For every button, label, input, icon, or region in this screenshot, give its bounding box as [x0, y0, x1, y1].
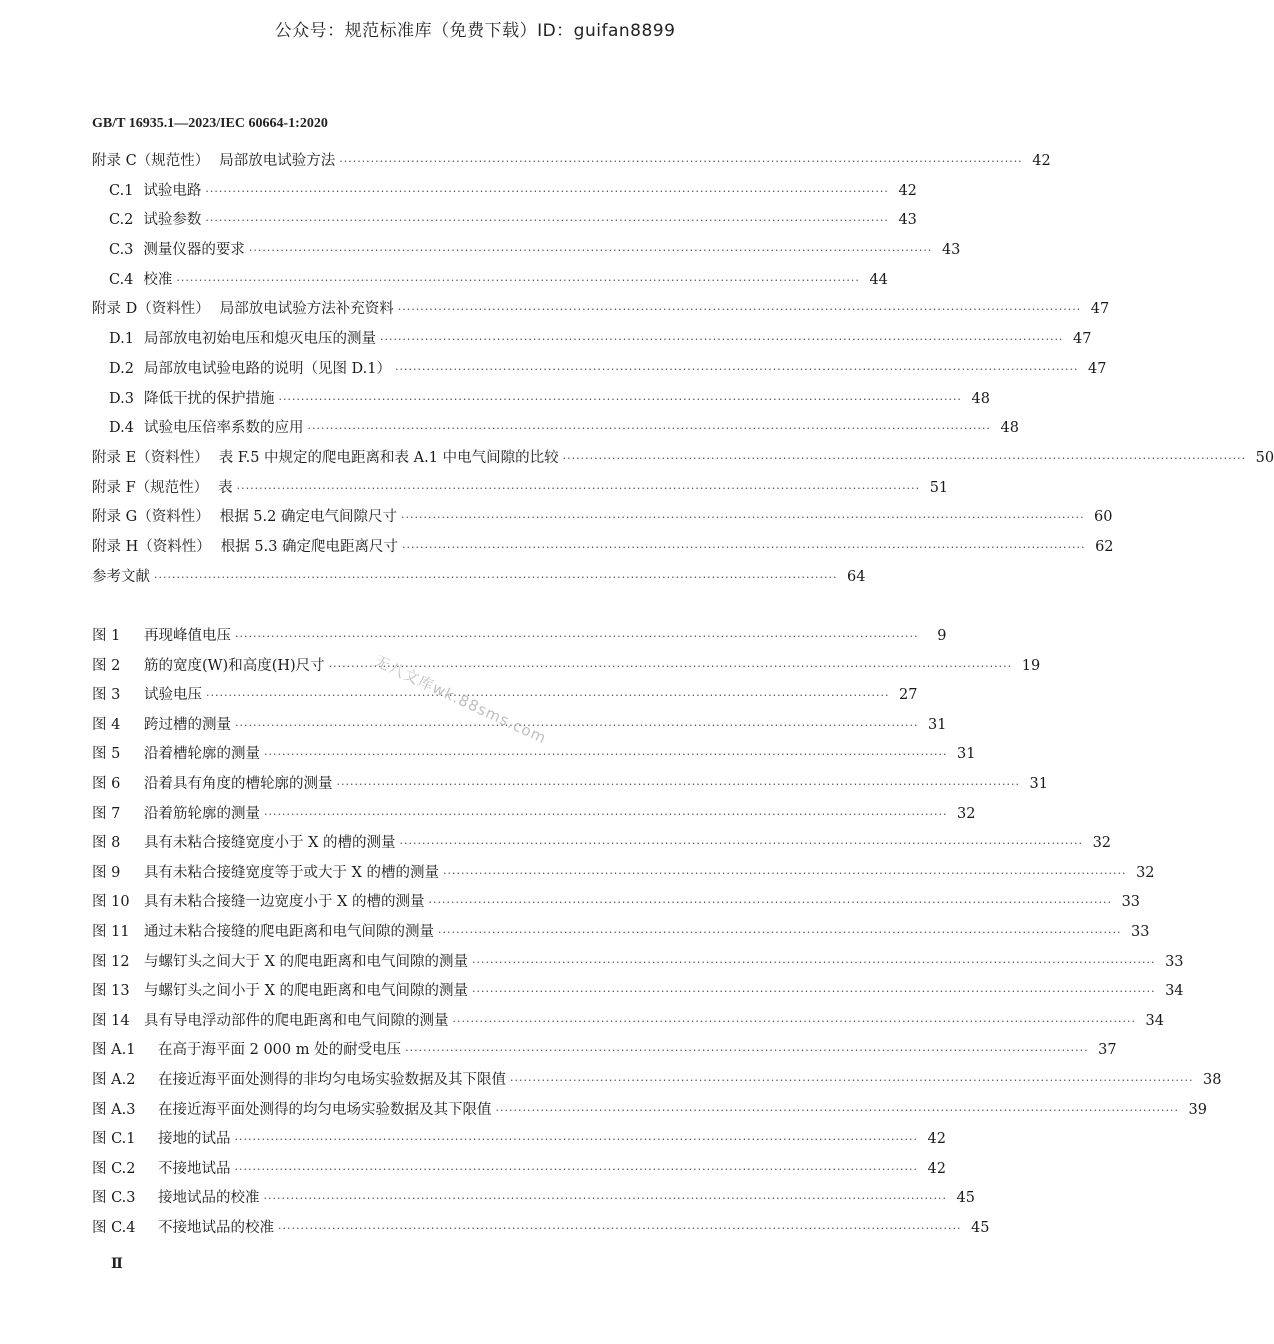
toc-entry[interactable] — [92, 479, 949, 511]
entry-title: 试验电压 — [144, 687, 202, 704]
entry-page-number: 37 — [1098, 1042, 1117, 1059]
dot-leader — [307, 423, 990, 434]
dot-leader — [235, 720, 918, 731]
dot-leader — [398, 304, 1081, 315]
entry-page-number: 31 — [928, 716, 947, 733]
entry-title: 与螺钉头之间大于 X 的爬电距离和电气间隙的测量 — [144, 953, 469, 970]
entry-page-number: 47 — [1090, 301, 1110, 318]
toc-entry[interactable] — [92, 301, 1110, 332]
toc-entry[interactable] — [92, 538, 1114, 570]
entry-page-number: 42 — [1032, 153, 1051, 169]
dot-leader — [438, 927, 1121, 938]
entry-label: 图 12 — [92, 953, 130, 970]
entry-label: 图 C.4 — [92, 1219, 136, 1236]
entry-title: 根据 5.2 确定电气间隙尺寸 — [219, 509, 397, 526]
entry-page-number: 31 — [957, 746, 976, 763]
entry-label: 图 A.1 — [92, 1042, 136, 1059]
entry-label: C.1 — [109, 182, 134, 199]
dot-leader — [472, 957, 1155, 968]
entry-title: 表 F.5 中规定的爬电距离和表 A.1 中电气间隙的比较 — [218, 449, 559, 466]
watermark-stamp: 无八文库wk.88sms.com — [371, 651, 550, 748]
entry-label: 图 3 — [92, 687, 121, 704]
dot-leader — [206, 690, 889, 701]
entry-page-number: 34 — [1165, 983, 1184, 1000]
dot-leader — [380, 334, 1063, 345]
dot-leader — [401, 512, 1084, 523]
entry-title: 试验电路 — [143, 182, 202, 199]
entry-title: 筋的宽度(W)和高度(H)尺寸 — [144, 657, 325, 674]
entry-label: 图 8 — [92, 835, 121, 852]
entry-label: 图 6 — [92, 775, 121, 792]
entry-title: 测量仪器的要求 — [143, 242, 245, 259]
dot-leader — [405, 1045, 1088, 1056]
entry-title: 具有未粘合接缝宽度小于 X 的槽的测量 — [144, 835, 396, 852]
toc-figure-entry[interactable] — [92, 894, 1141, 925]
toc-figure-entry[interactable] — [92, 1101, 1207, 1133]
dot-leader — [235, 631, 918, 642]
toc-figure-entry[interactable] — [92, 864, 1155, 896]
entry-title: 降低干扰的保护措施 — [143, 390, 275, 407]
dot-leader — [278, 1223, 961, 1234]
entry-title: 在高于海平面 2 000 m 处的耐受电压 — [158, 1042, 402, 1059]
entry-page-number: 47 — [1072, 331, 1092, 348]
toc-figure-entry[interactable] — [92, 1042, 1117, 1073]
dot-leader — [443, 868, 1126, 879]
entry-title: 不接地试品的校准 — [158, 1219, 274, 1236]
toc-entry[interactable] — [92, 390, 990, 422]
dot-leader — [329, 661, 1012, 672]
dot-leader — [235, 1134, 918, 1145]
toc-figure-entry[interactable] — [92, 1071, 1222, 1103]
toc-figure-entry[interactable] — [92, 657, 1041, 689]
entry-label: 图 14 — [92, 1012, 130, 1029]
entry-label: C.4 — [109, 271, 134, 288]
entry-label: C.3 — [109, 242, 134, 259]
dot-leader — [472, 986, 1155, 997]
entry-label: 图 13 — [92, 983, 130, 1000]
entry-label: 图 4 — [92, 716, 121, 733]
dot-leader — [339, 156, 1022, 167]
dot-leader — [264, 809, 947, 820]
dot-leader — [400, 838, 1083, 849]
entry-page-number: 42 — [927, 1131, 946, 1148]
dot-leader — [278, 394, 961, 405]
toc-figure-list — [92, 628, 1222, 1250]
dot-leader — [154, 572, 837, 583]
entry-label: 图 11 — [92, 923, 130, 940]
dot-leader — [337, 779, 1020, 790]
entry-label: 图 C.3 — [92, 1190, 136, 1207]
toc-figure-entry[interactable] — [92, 1219, 990, 1251]
dot-leader — [264, 749, 947, 760]
toc-entry[interactable] — [92, 242, 961, 273]
entry-title: 接地试品的校准 — [158, 1190, 260, 1207]
entry-title: 根据 5.3 确定爬电距离尺寸 — [220, 538, 399, 555]
toc-entry[interactable] — [92, 509, 1113, 540]
toc-figure-entry[interactable] — [92, 1012, 1164, 1044]
entry-page-number: 32 — [1136, 864, 1155, 881]
entry-title: 具有未粘合接缝一边宽度小于 X 的槽的测量 — [144, 894, 425, 911]
entry-label: 附录 G（资料性） — [92, 509, 210, 526]
page-number: Ⅱ — [111, 1256, 123, 1272]
dot-leader — [205, 215, 888, 226]
toc-figure-entry[interactable] — [92, 716, 947, 748]
entry-label: D.4 — [109, 420, 134, 437]
entry-page-number: 43 — [898, 212, 917, 229]
entry-title: 不接地试品 — [158, 1160, 231, 1177]
dot-leader — [205, 186, 888, 197]
entry-title: 跨过槽的测量 — [144, 716, 231, 733]
entry-title: 局部放电试验方法 — [219, 153, 336, 169]
dot-leader — [563, 453, 1246, 464]
entry-title: 参考文献 — [92, 568, 150, 585]
dot-leader — [237, 483, 920, 494]
entry-page-number: 45 — [956, 1190, 975, 1207]
entry-label: D.2 — [109, 360, 134, 377]
dot-leader — [264, 1193, 947, 1204]
entry-label: D.3 — [109, 390, 134, 407]
entry-page-number: 48 — [971, 390, 990, 407]
entry-title: 与螺钉头之间小于 X 的爬电距离和电气间隙的测量 — [144, 983, 469, 1000]
entry-label: C.2 — [109, 212, 134, 229]
entry-page-number: 44 — [869, 271, 888, 288]
entry-page-number: 34 — [1145, 1012, 1164, 1029]
entry-page-number: 32 — [1092, 835, 1112, 852]
dot-leader — [496, 1105, 1179, 1116]
toc-entry[interactable] — [92, 420, 1019, 451]
toc-figure-entry[interactable] — [92, 1190, 975, 1221]
entry-title: 局部放电试验电路的说明（见图 D.1） — [143, 360, 392, 377]
dot-leader — [176, 275, 859, 286]
toc-figure-entry[interactable] — [92, 805, 976, 837]
toc-entry[interactable] — [92, 271, 888, 303]
entry-title: 试验电压倍率系数的应用 — [143, 420, 304, 437]
entry-page-number: 51 — [929, 479, 949, 496]
entry-page-number: 27 — [899, 687, 918, 704]
toc-figure-entry[interactable] — [92, 628, 947, 659]
entry-page-number: 19 — [1021, 657, 1041, 674]
dot-leader — [402, 542, 1085, 553]
entry-page-number: 47 — [1088, 360, 1107, 377]
dot-leader — [235, 1164, 918, 1175]
entry-page-number: 64 — [847, 568, 866, 585]
entry-page-number: 9 — [937, 628, 947, 644]
entry-page-number: 33 — [1121, 894, 1141, 911]
entry-page-number: 45 — [971, 1219, 990, 1236]
entry-title: 沿着槽轮廓的测量 — [144, 746, 260, 763]
toc-figure-entry[interactable] — [92, 953, 1184, 985]
toc-entry[interactable] — [92, 568, 866, 600]
entry-label: 图 A.3 — [92, 1101, 136, 1118]
toc-figure-entry[interactable] — [92, 923, 1150, 955]
entry-title: 具有导电浮动部件的爬电距离和电气间隙的测量 — [144, 1012, 449, 1029]
toc-entry[interactable] — [92, 153, 1051, 184]
entry-label: D.1 — [109, 331, 134, 348]
top-banner: 公众号：规范标准库（免费下载）ID：guifan8899 — [274, 21, 676, 41]
entry-title: 通过未粘合接缝的爬电距离和电气间隙的测量 — [144, 923, 434, 940]
entry-title: 表 — [218, 479, 233, 496]
entry-label: 图 10 — [92, 894, 130, 911]
entry-page-number: 42 — [927, 1160, 946, 1177]
entry-page-number: 39 — [1188, 1101, 1207, 1118]
entry-page-number: 50 — [1255, 449, 1274, 466]
entry-label: 附录 D（资料性） — [92, 301, 210, 318]
entry-page-number: 60 — [1094, 509, 1113, 526]
entry-label: 图 9 — [92, 864, 121, 881]
entry-title: 在接近海平面处测得的非均匀电场实验数据及其下限值 — [158, 1071, 506, 1088]
dot-leader — [249, 245, 932, 256]
entry-label: 附录 H（资料性） — [92, 538, 211, 555]
entry-title: 沿着具有角度的槽轮廓的测量 — [144, 775, 333, 792]
entry-page-number: 33 — [1131, 923, 1150, 940]
entry-title: 具有未粘合接缝宽度等于或大于 X 的槽的测量 — [144, 864, 440, 881]
toc-figure-entry[interactable] — [92, 835, 1112, 866]
entry-label: 图 C.1 — [92, 1131, 136, 1148]
entry-title: 沿着筋轮廓的测量 — [144, 805, 260, 822]
entry-page-number: 43 — [941, 242, 961, 259]
toc-appendix-list — [92, 153, 1274, 599]
entry-label: 附录 C（规范性） — [92, 153, 210, 169]
toc-entry[interactable] — [92, 331, 1092, 362]
entry-page-number: 32 — [957, 805, 976, 822]
dot-leader — [510, 1075, 1193, 1086]
toc-entry[interactable] — [92, 360, 1107, 392]
entry-label: 附录 F（规范性） — [92, 479, 209, 496]
entry-label: 图 7 — [92, 805, 121, 822]
toc-entry[interactable] — [92, 449, 1274, 481]
toc-figure-entry[interactable] — [92, 1160, 946, 1192]
entry-page-number: 31 — [1029, 775, 1048, 792]
toc-entry[interactable] — [92, 182, 917, 214]
toc-figure-entry[interactable] — [92, 983, 1184, 1014]
entry-page-number: 38 — [1203, 1071, 1222, 1088]
entry-title: 局部放电试验方法补充资料 — [219, 301, 394, 318]
entry-title: 再现峰值电压 — [144, 628, 231, 644]
standard-header: GB/T 16935.1—2023/IEC 60664-1:2020 — [92, 116, 328, 131]
entry-page-number: 33 — [1165, 953, 1184, 970]
toc-figure-entry[interactable] — [92, 775, 1048, 807]
entry-label: 图 5 — [92, 746, 121, 763]
entry-page-number: 42 — [898, 182, 917, 199]
toc-entry[interactable] — [92, 212, 917, 243]
entry-page-number: 62 — [1095, 538, 1114, 555]
entry-title: 接地的试品 — [158, 1131, 231, 1148]
entry-label: 图 1 — [92, 628, 121, 644]
toc-figure-entry[interactable] — [92, 1131, 946, 1162]
dot-leader — [429, 897, 1112, 908]
entry-label: 图 A.2 — [92, 1071, 136, 1088]
entry-title: 校准 — [143, 271, 173, 288]
entry-title: 试验参数 — [143, 212, 202, 229]
entry-label: 图 2 — [92, 657, 121, 674]
entry-title: 局部放电初始电压和熄灭电压的测量 — [143, 331, 376, 348]
entry-title: 在接近海平面处测得的均匀电场实验数据及其下限值 — [158, 1101, 492, 1118]
dot-leader — [395, 364, 1078, 375]
entry-label: 图 C.2 — [92, 1160, 136, 1177]
entry-label: 附录 E（资料性） — [92, 449, 209, 466]
toc-figure-entry[interactable] — [92, 746, 976, 777]
entry-page-number: 48 — [1000, 420, 1019, 437]
dot-leader — [453, 1016, 1136, 1027]
